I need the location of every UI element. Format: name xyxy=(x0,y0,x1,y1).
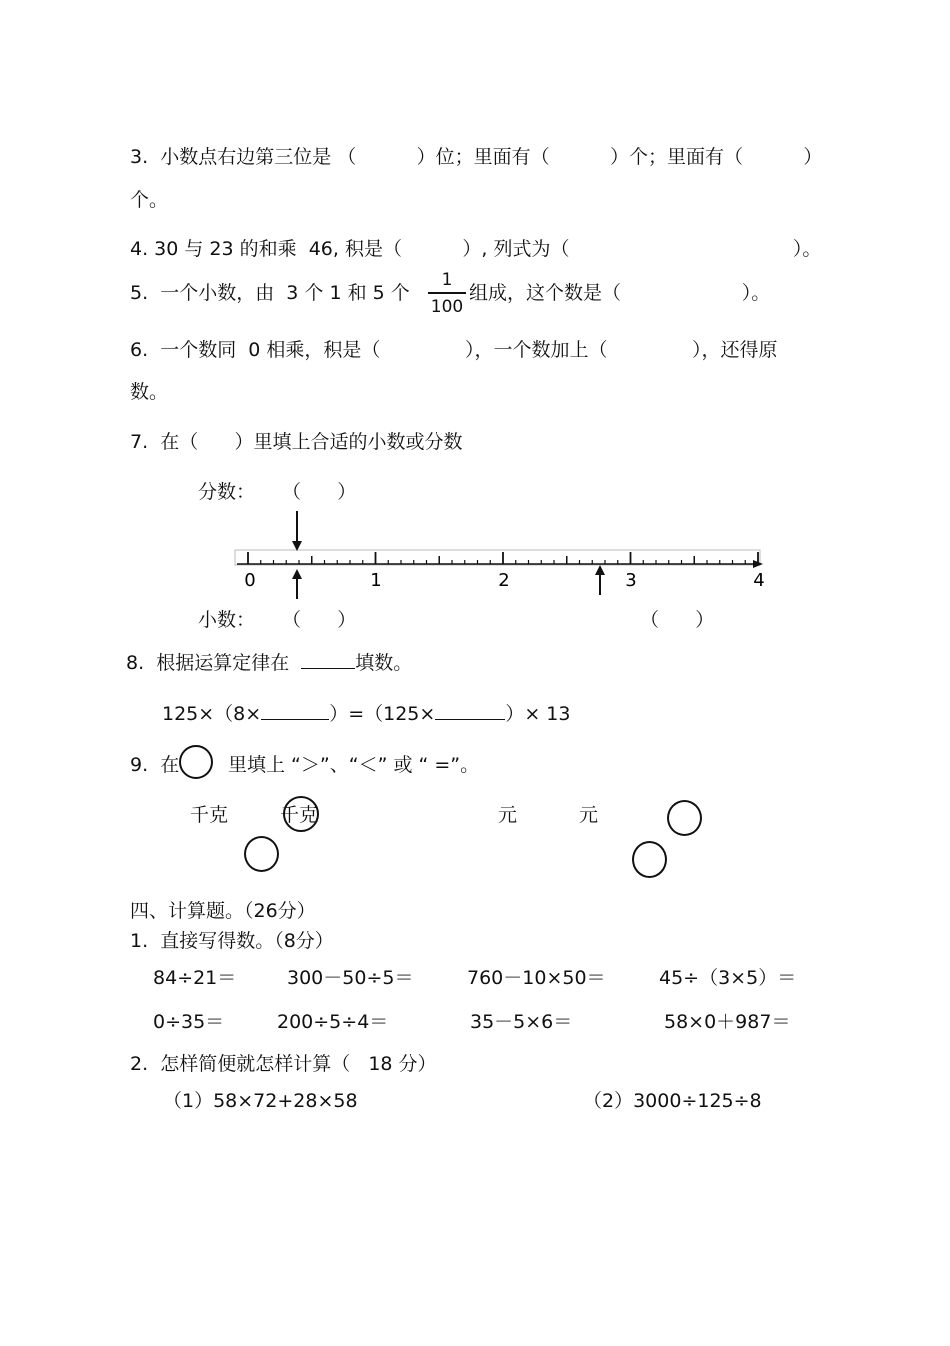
q4-text: 4. 30 与 23 的和乘 46, 积是（ ）, 列式为（ ）。 xyxy=(130,238,822,260)
tick-label-2: 2 xyxy=(498,570,510,591)
q8-title-after: 填数。 xyxy=(355,652,413,674)
q6-line1: 6. 一个数同 0 相乘，积是（ ），一个数加上（ ），还得原 xyxy=(130,339,778,361)
q8-blank-1 xyxy=(261,719,329,720)
q9-unit-kg-1: 千克 xyxy=(190,804,229,826)
q5-text-after: 组成，这个数是（ ）。 xyxy=(469,282,771,304)
calc-item: 0÷35＝ xyxy=(153,1011,225,1033)
q5-fraction-numerator: 1 xyxy=(441,270,453,290)
calc-item: 58×0＋987＝ xyxy=(664,1011,791,1033)
compare-circle xyxy=(632,841,667,878)
q7-decimal-blank-2: （ ） xyxy=(640,609,715,631)
q7-decimal-blank-1: （ ） xyxy=(282,609,357,631)
compare-circle xyxy=(244,836,279,872)
q8-blank-line xyxy=(301,668,355,669)
q8-blank-2 xyxy=(435,719,505,720)
section4-title: 四、计算题。（26分） xyxy=(130,900,316,922)
q5-fraction-denominator: 100 xyxy=(430,296,464,317)
calc-item: 84÷21＝ xyxy=(153,967,237,989)
section4-part1-title: 1. 直接写得数。（8分） xyxy=(130,930,334,952)
q9-unit-yuan-2: 元 xyxy=(579,804,599,826)
compare-circle xyxy=(179,745,213,779)
q8-title-before: 8. 根据运算定律在 xyxy=(126,652,302,674)
q8-eq-part3: ）× 13 xyxy=(505,703,571,725)
q7-title: 7. 在（ ）里填上合适的小数或分数 xyxy=(130,431,463,453)
q5-fraction xyxy=(428,270,466,317)
q7-decimal-label: 小数： xyxy=(198,609,256,631)
calc-item: 200÷5÷4＝ xyxy=(277,1011,389,1033)
q3-line1: 3. 小数点右边第三位是 （ ）位；里面有（ ）个；里面有（ ） xyxy=(130,146,823,168)
calc-item: 760－10×50＝ xyxy=(467,967,606,989)
tick-label-3: 3 xyxy=(625,570,637,591)
down-arrow-icon xyxy=(292,511,302,551)
calc-item: 45÷（3×5）＝ xyxy=(659,967,797,989)
tick-label-4: 4 xyxy=(753,570,765,591)
q3-line2: 个。 xyxy=(130,189,169,211)
q8-equation xyxy=(162,705,570,724)
simplify-item-1: （1）58×72+28×58 xyxy=(163,1090,358,1112)
up-arrow-icon xyxy=(292,569,302,599)
q9-unit-yuan-1: 元 xyxy=(498,804,518,826)
compare-circle xyxy=(667,800,702,836)
q5-text-before: 5. 一个小数，由 3 个 1 和 5 个 xyxy=(130,282,410,304)
number-line xyxy=(225,505,785,605)
number-line-ruler xyxy=(235,550,763,568)
q9-unit-kg-2: 千克 xyxy=(280,804,319,826)
q8-title xyxy=(126,654,412,673)
tick-label-1: 1 xyxy=(370,570,382,591)
q5-fraction-bar xyxy=(428,292,466,294)
compare-circle xyxy=(283,796,319,832)
up-arrow-icon xyxy=(595,565,605,595)
q9-before: 9. 在 xyxy=(130,754,180,776)
q7-fraction-label: 分数： xyxy=(198,481,256,503)
q7-fraction-blank: （ ） xyxy=(282,481,357,503)
calc-item: 35－5×6＝ xyxy=(470,1011,573,1033)
tick-label-0: 0 xyxy=(244,570,256,591)
calc-item: 300－50÷5＝ xyxy=(287,967,414,989)
q6-line2: 数。 xyxy=(130,381,169,403)
section4-part2-title: 2. 怎样简便就怎样计算（ 18 分） xyxy=(130,1053,437,1075)
simplify-item-2: （2）3000÷125÷8 xyxy=(583,1090,762,1112)
q8-eq-part2: ）=（125× xyxy=(329,703,436,725)
q8-eq-part1: 125×（8× xyxy=(162,703,262,725)
q9-after: 里填上 “＞”、“＜” 或 “ =”。 xyxy=(228,754,480,776)
